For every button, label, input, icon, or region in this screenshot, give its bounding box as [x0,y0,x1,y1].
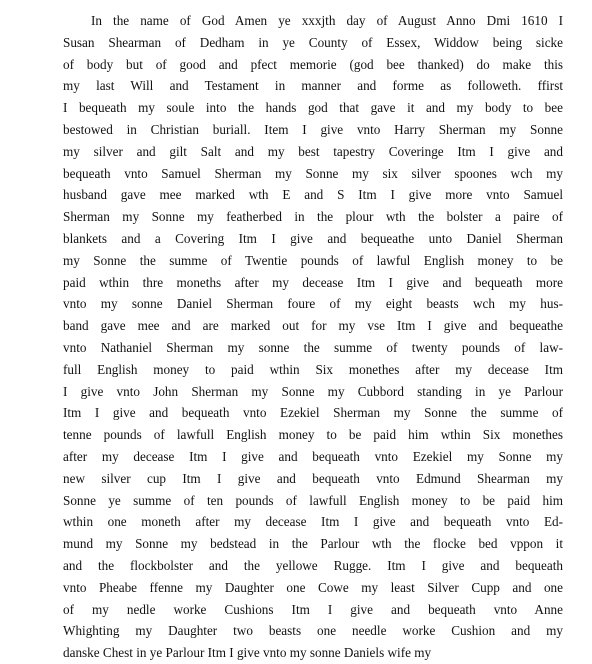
text-line: of body but of good and pfect memorie (god bee thanked) do make this [63,56,563,72]
text-line: paid wthin thre moneths after my decease Itm I give and bequeath more [63,274,563,290]
text-line: and the flockbolster and the yellowe Rugge. Itm I give and bequeath [63,557,563,573]
text-line: blankets and a Covering Itm I give and bequeathe unto Daniel Sherman [63,230,563,246]
text-line: full English money to paid wthin Six monethes after my decease Itm [63,361,563,377]
text-line: danske Chest in ye Parlour Itm I give vnto my sonne Daniels wife my [63,645,432,661]
text-line: new silver cup Itm I give and bequeath vnto Edmund Shearman my [63,470,563,486]
text-line: of my nedle worke Cushions Itm I give and bequeath vnto Anne [63,601,563,617]
text-line: after my decease Itm I give and bequeath vnto Ezekiel my Sonne my [63,448,563,464]
text-line: Whighting my Daughter two beasts one needle worke Cushion and my [63,623,563,639]
text-line: vnto my sonne Daniel Sherman foure of my eight beasts wch my hus- [63,296,563,312]
text-line: Sherman my Sonne my featherbed in the plour wth the bolster a paire of [63,209,563,225]
will-text [63,10,563,664]
text-line: I give vnto John Sherman my Sonne my Cubbord standing in ye Parlour [63,383,563,399]
text-line: band gave mee and are marked out for my vse Itm I give and bequeathe [63,318,563,334]
text-line: I bequeath my soule into the hands god that gave it and my body to bee [63,100,563,116]
text-line: Itm I give and bequeath vnto Ezekiel Sherman my Sonne the summe of [63,405,563,421]
text-line: vnto Pheabe ffenne my Daughter one Cowe my least Silver Cupp and one [63,579,563,595]
text-line: my silver and gilt Salt and my best tapestry Coveringe Itm I give and [63,143,563,159]
text-line: vnto Nathaniel Sherman my sonne the summe of twenty pounds of law- [63,339,563,355]
text-line: mund my Sonne my bedstead in the Parlour wth the flocke bed vppon it [63,536,563,552]
text-line: my Sonne the summe of Twentie pounds of lawful English money to be [63,252,563,268]
text-line: bestowed in Christian buriall. Item I give vnto Harry Sherman my Sonne [63,121,563,137]
text-line: bequeath vnto Samuel Sherman my Sonne my six silver spoones wch my [63,165,563,181]
text-line: Sonne ye summe of ten pounds of lawfull English money to be paid him [63,492,563,508]
text-line: wthin one moneth after my decease Itm I give and bequeath vnto Ed- [63,514,563,530]
text-line: Susan Shearman of Dedham in ye County of Essex, Widdow being sicke [63,34,563,50]
text-line: In the name of God Amen ye xxxjth day of August Anno Dmi 1610 I [91,13,563,28]
text-line: tenne pounds of lawfull English money to be paid him wthin Six monethes [63,427,563,443]
text-line: husband gave mee marked wth E and S Itm I give more vnto Samuel [63,187,563,203]
text-line: my last Will and Testament in manner and forme as followeth. ffirst [63,78,563,94]
